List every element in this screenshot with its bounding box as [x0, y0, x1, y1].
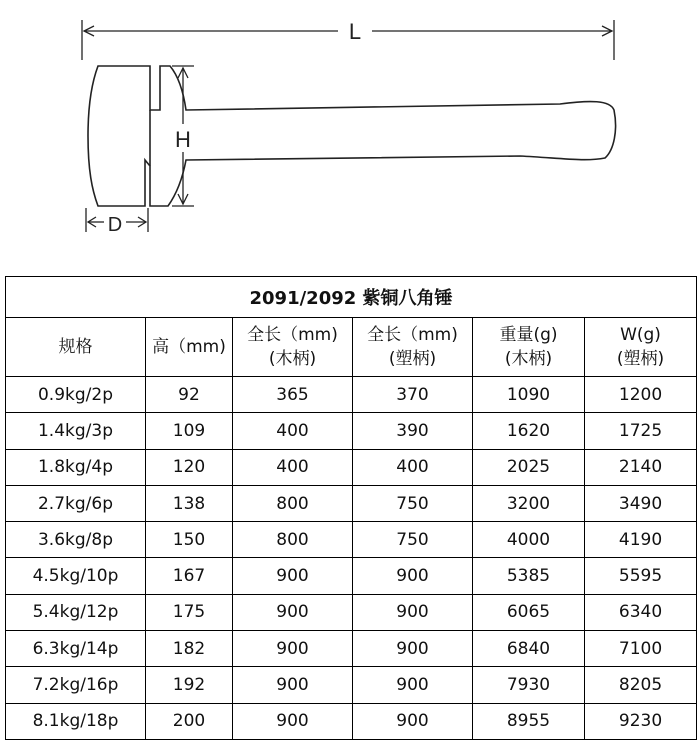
table-cell: 900 [233, 667, 353, 703]
table-cell: 6340 [585, 594, 697, 630]
table-cell: 1725 [585, 413, 697, 449]
table-row [6, 377, 697, 413]
header-line: 高（mm) [152, 337, 226, 357]
table-cell: 1090 [473, 377, 585, 413]
table-body [6, 377, 697, 740]
table-cell: 1.4kg/3p [6, 413, 146, 449]
table-cell: 900 [233, 703, 353, 739]
table-cell: 800 [233, 485, 353, 521]
table-cell: 900 [353, 703, 473, 739]
header-height [146, 318, 233, 377]
table-row [6, 522, 697, 558]
table-cell: 138 [146, 485, 233, 521]
header-subline: (木柄) [268, 349, 317, 369]
table-cell: 900 [353, 594, 473, 630]
table-cell: 400 [353, 449, 473, 485]
table-cell: 7.2kg/16p [6, 667, 146, 703]
header-subline: (塑柄) [616, 349, 665, 369]
table-cell: 6840 [473, 631, 585, 667]
table-cell: 175 [146, 594, 233, 630]
header-subline: (塑柄) [388, 349, 437, 369]
table-row [6, 703, 697, 739]
table-cell: 900 [353, 667, 473, 703]
table-cell: 2140 [585, 449, 697, 485]
table-title-row [6, 277, 697, 318]
diameter-label: D [107, 214, 123, 236]
table-row [6, 594, 697, 630]
header-length-wood [233, 318, 353, 377]
table-cell: 6065 [473, 594, 585, 630]
length-label: L [348, 19, 362, 44]
table-cell: 7100 [585, 631, 697, 667]
table-cell: 370 [353, 377, 473, 413]
table-cell: 167 [146, 558, 233, 594]
spec-table [5, 276, 697, 740]
table-cell: 1200 [585, 377, 697, 413]
table-cell: 900 [233, 631, 353, 667]
table-cell: 900 [353, 631, 473, 667]
table-row [6, 667, 697, 703]
table-cell: 8205 [585, 667, 697, 703]
header-length-plastic [353, 318, 473, 377]
table-cell: 5595 [585, 558, 697, 594]
table-cell: 200 [146, 703, 233, 739]
table-cell: 120 [146, 449, 233, 485]
table-cell: 5.4kg/12p [6, 594, 146, 630]
header-weight-wood [473, 318, 585, 377]
table-cell: 192 [146, 667, 233, 703]
table-cell: 3490 [585, 485, 697, 521]
table-cell: 3200 [473, 485, 585, 521]
header-spec [6, 318, 146, 377]
table-row [6, 558, 697, 594]
table-cell: 182 [146, 631, 233, 667]
table-cell: 8.1kg/18p [6, 703, 146, 739]
table-cell: 109 [146, 413, 233, 449]
hammer-outline [88, 66, 616, 206]
header-line: W(g) [620, 325, 661, 345]
table-cell: 4.5kg/10p [6, 558, 146, 594]
table-row [6, 485, 697, 521]
table-cell: 9230 [585, 703, 697, 739]
header-line: 全长（mm) [367, 325, 458, 345]
table-cell: 6.3kg/14p [6, 631, 146, 667]
table-cell: 750 [353, 485, 473, 521]
table-row [6, 631, 697, 667]
table-cell: 390 [353, 413, 473, 449]
table-cell: 150 [146, 522, 233, 558]
hammer-dimension-diagram [0, 0, 700, 272]
table-cell: 400 [233, 413, 353, 449]
table-cell: 7930 [473, 667, 585, 703]
table-cell: 0.9kg/2p [6, 377, 146, 413]
table-cell: 900 [233, 558, 353, 594]
table-header-row [6, 318, 697, 377]
table-cell: 400 [233, 449, 353, 485]
header-subline: (木柄) [504, 349, 553, 369]
table-cell: 2025 [473, 449, 585, 485]
table-cell: 92 [146, 377, 233, 413]
table-cell: 750 [353, 522, 473, 558]
table-cell: 900 [353, 558, 473, 594]
table-title: 2091/2092 紫铜八角锤 [6, 277, 697, 318]
table-cell: 4000 [473, 522, 585, 558]
header-line: 全长（mm) [247, 325, 338, 345]
table-cell: 365 [233, 377, 353, 413]
table-cell: 1620 [473, 413, 585, 449]
table-cell: 3.6kg/8p [6, 522, 146, 558]
header-line: 重量(g) [499, 325, 558, 345]
table-cell: 5385 [473, 558, 585, 594]
table-cell: 8955 [473, 703, 585, 739]
table-cell: 1.8kg/4p [6, 449, 146, 485]
table-cell: 800 [233, 522, 353, 558]
table-row [6, 413, 697, 449]
table-cell: 900 [233, 594, 353, 630]
header-line: 规格 [58, 337, 93, 357]
table-cell: 4190 [585, 522, 697, 558]
table-cell: 2.7kg/6p [6, 485, 146, 521]
table-row [6, 449, 697, 485]
height-label: H [175, 127, 191, 152]
header-weight-plastic [585, 318, 697, 377]
